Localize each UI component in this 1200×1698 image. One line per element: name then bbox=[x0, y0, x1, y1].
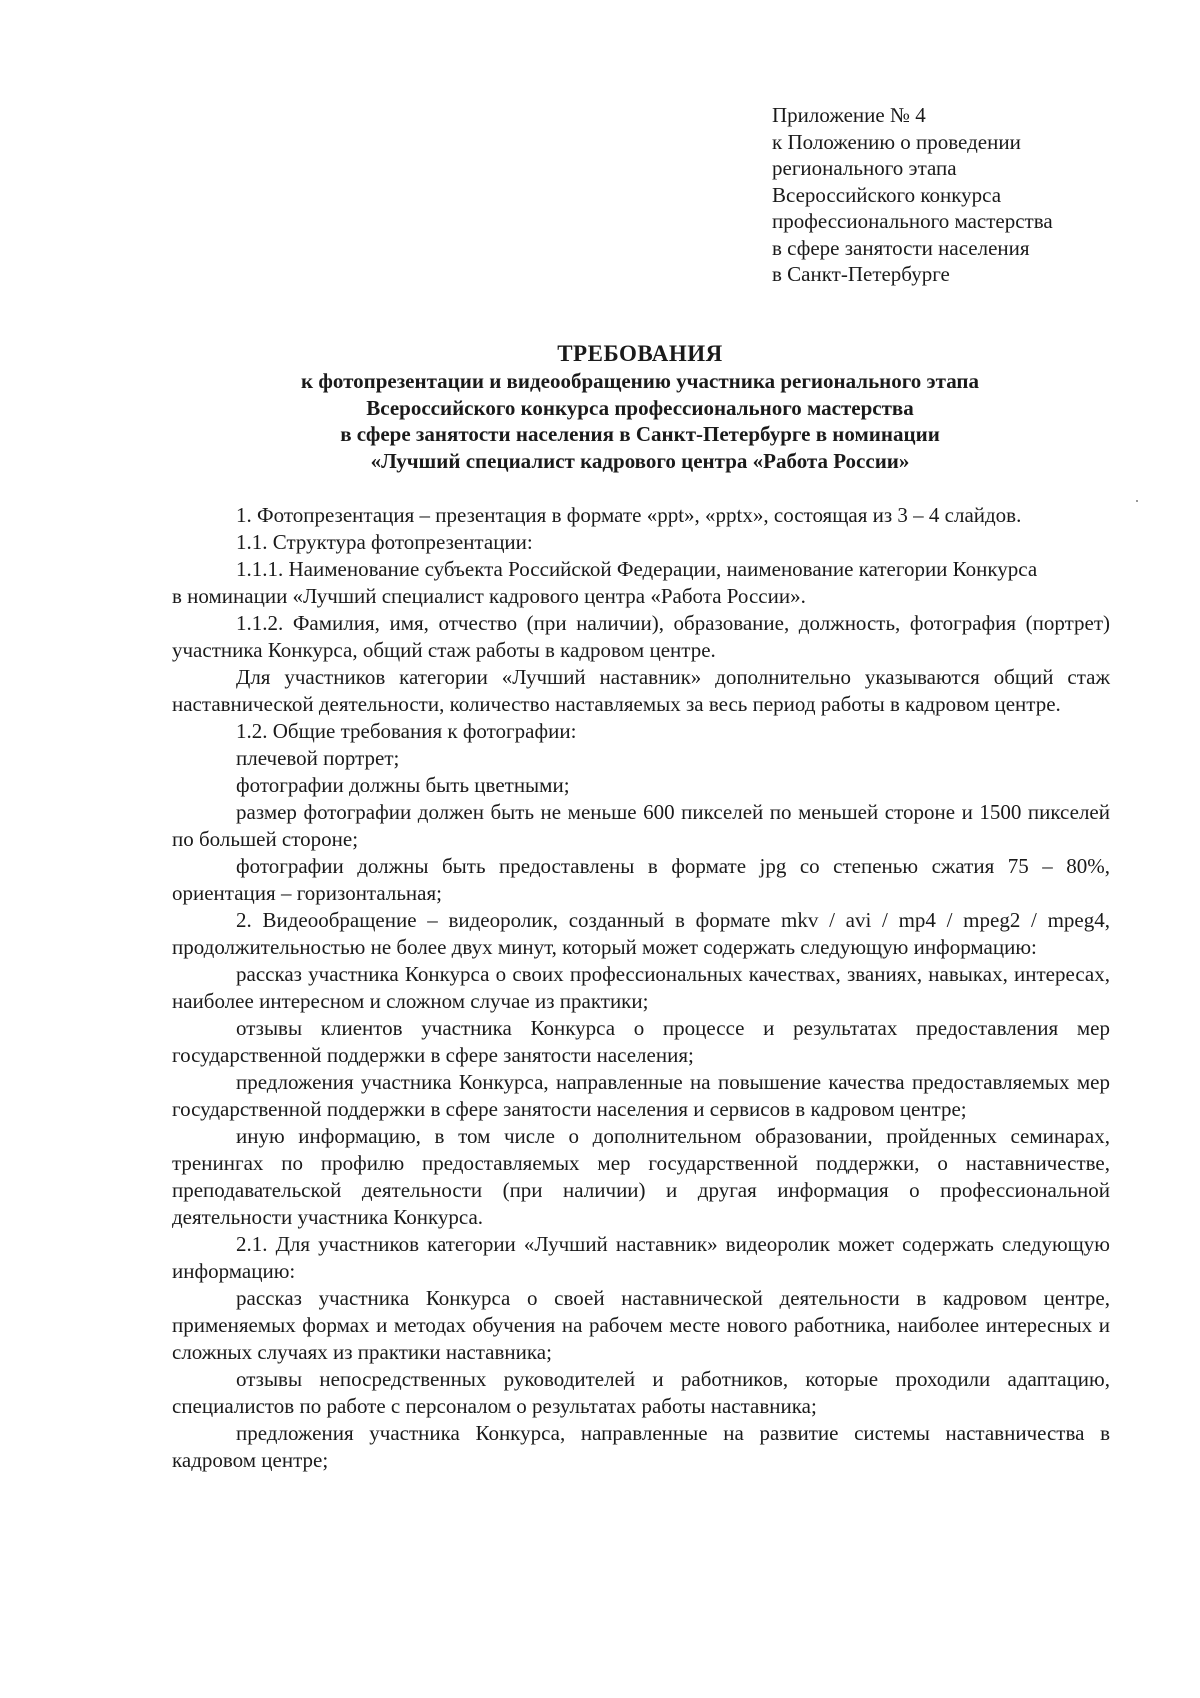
body-paragraph: рассказ участника Конкурса о своей наставнической деятельности в кадровом центре, применяемых формах и методах обучения на рабочем месте нового работника, наиболее интересных и сложных случаях из практики наставника; bbox=[172, 1286, 1110, 1364]
body-paragraph: фотографии должны быть цветными; bbox=[236, 773, 570, 797]
document-subtitle-line: Всероссийского конкурса профессионального мастерства bbox=[366, 395, 914, 420]
annex-line: Всероссийского конкурса bbox=[772, 182, 1002, 207]
document-title: ТРЕБОВАНИЯ bbox=[557, 341, 723, 366]
body-paragraph: размер фотографии должен быть не меньше 600 пикселей по меньшей стороне и 1500 пикселей по большей стороне; bbox=[172, 800, 1110, 851]
body-paragraph: отзывы клиентов участника Конкурса о процессе и результатах предоставления мер государственной поддержки в сфере занятости населения; bbox=[172, 1016, 1110, 1067]
annex-line: к Положению о проведении bbox=[772, 129, 1021, 154]
document-subtitle-line: в сфере занятости населения в Санкт-Петербурге в номинации bbox=[340, 422, 940, 446]
body-paragraph: 2.1. Для участников категории «Лучший наставник» видеоролик может содержать следующую информацию: bbox=[172, 1232, 1110, 1283]
body-paragraph: рассказ участника Конкурса о своих профессиональных качествах, званиях, навыках, интересах, наиболее интересном и сложном случае из практики; bbox=[172, 962, 1110, 1013]
document-subtitle-line: к фотопрезентации и видеообращению участника регионального этапа bbox=[300, 369, 980, 393]
body-paragraph: 1. Фотопрезентация – презентация в формате «ppt», «pptx», состоящая из 3 – 4 слайдов. bbox=[236, 503, 1022, 527]
body-paragraph: 1.1. Структура фотопрезентации: bbox=[236, 530, 533, 554]
annex-line: регионального этапа bbox=[772, 156, 957, 180]
annex-line: в Санкт-Петербурге bbox=[772, 262, 950, 286]
body-paragraph: 1.1.1. Наименование субъекта Российской Федерации, наименование категории Конкурса bbox=[236, 557, 1038, 581]
body-paragraph: предложения участника Конкурса, направленные на повышение качества предоставляемых мер государственной поддержки в сфере занятости населения и сервисов в кадровом центре; bbox=[172, 1070, 1110, 1121]
scan-speck bbox=[1136, 500, 1138, 502]
body-paragraph: фотографии должны быть предоставлены в формате jpg со степенью сжатия 75 – 80%, ориентация – горизонтальная; bbox=[172, 854, 1110, 905]
document-heading bbox=[170, 340, 1110, 474]
document-subtitle-line: «Лучший специалист кадрового центра «Работа России» bbox=[370, 448, 910, 473]
body-paragraph: предложения участника Конкурса, направленные на развитие системы наставничества в кадровом центре; bbox=[172, 1421, 1110, 1472]
annex-line: профессионального мастерства bbox=[772, 209, 1053, 233]
body-paragraph: в номинации «Лучший специалист кадрового центра «Работа России». bbox=[172, 584, 806, 608]
body-paragraph: 2. Видеообращение – видеоролик, созданный в формате mkv / avi / mp4 / mpeg2 / mpeg4, продолжительностью не более двух минут, который может содержать следующую информацию: bbox=[172, 908, 1110, 959]
annex-line: Приложение № 4 bbox=[772, 103, 926, 127]
body-paragraph: плечевой портрет; bbox=[236, 746, 400, 770]
body-paragraph: 1.2. Общие требования к фотографии: bbox=[236, 719, 577, 743]
body-paragraph: Для участников категории «Лучший наставник» дополнительно указываются общий стаж наставнической деятельности, количество наставляемых за весь период работы в кадровом центре. bbox=[172, 665, 1110, 716]
annex-line: в сфере занятости населения bbox=[772, 235, 1030, 260]
body-paragraph: иную информацию, в том числе о дополнительном образовании, пройденных семинарах, тренингах по профилю предоставляемых мер государственной поддержки, о наставничестве, преподавательской деятельности (при наличии) и другая информация о профессиональной деятельности участника Конкурса. bbox=[172, 1124, 1110, 1229]
annex-header bbox=[772, 102, 1152, 288]
body-paragraph: отзывы непосредственных руководителей и работников, которые проходили адаптацию, специалистов по работе с персоналом о результатах работы наставника; bbox=[172, 1367, 1110, 1418]
document-body bbox=[172, 502, 1110, 1474]
body-paragraph: 1.1.2. Фамилия, имя, отчество (при наличии), образование, должность, фотография (портрет) участника Конкурса, общий стаж работы в кадровом центре. bbox=[172, 611, 1110, 662]
